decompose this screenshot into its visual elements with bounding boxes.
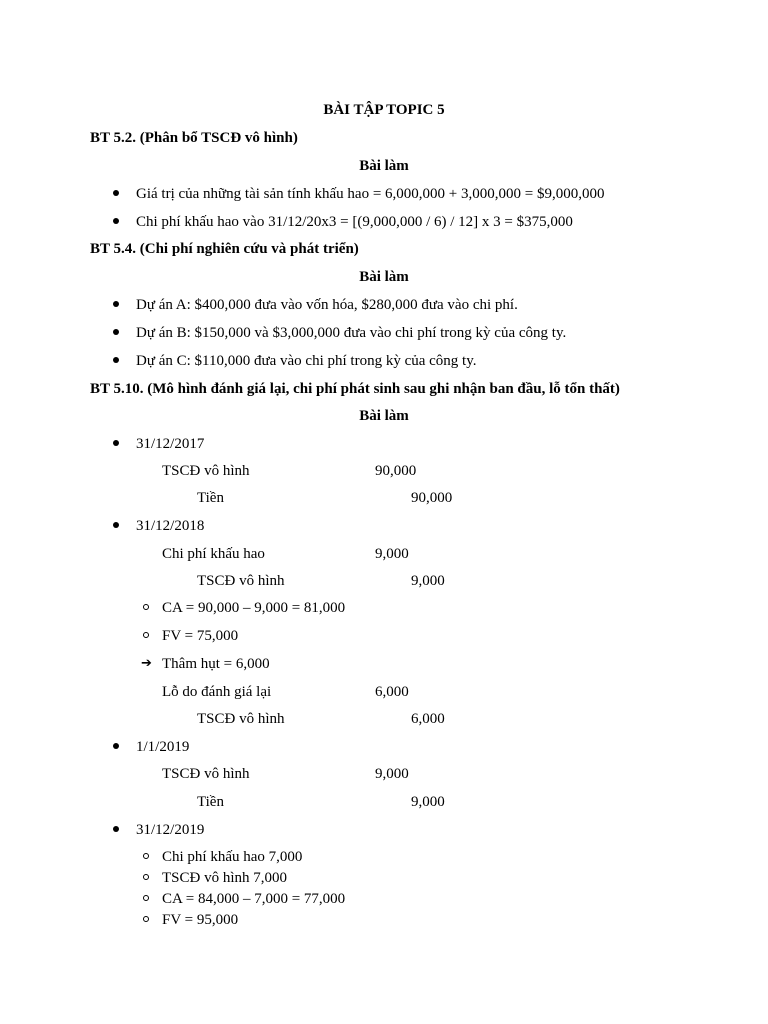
bt52-subheading: Bài làm (359, 158, 409, 174)
bt54-item: Dự án A: $400,000 đưa vào vốn hóa, $280,000 đưa vào chi phí. (136, 297, 518, 313)
journal-credit-amount: 9,000 (411, 573, 445, 589)
journal-debit-amount: 9,000 (375, 546, 409, 562)
sub-item: Chi phí khấu hao 7,000 (162, 849, 303, 865)
entry-date: 1/1/2019 (136, 739, 190, 755)
journal-debit-account: Chi phí khấu hao (162, 546, 265, 562)
journal-debit-amount: 90,000 (375, 463, 417, 479)
bullet-dot (113, 357, 119, 363)
bullet-dot (113, 743, 119, 749)
bullet-circle (143, 632, 149, 638)
entry-date: 31/12/2017 (136, 436, 205, 452)
bullet-circle (143, 604, 149, 610)
bt52-item: Chi phí khấu hao vào 31/12/20x3 = [(9,000,000 / 6) / 12] x 3 = $375,000 (136, 214, 573, 230)
bullet-circle (143, 874, 149, 880)
bt52-item: Giá trị của những tài sản tính khấu hao = 6,000,000 + 3,000,000 = $9,000,000 (136, 186, 605, 202)
sub-item: TSCĐ vô hình 7,000 (162, 870, 288, 886)
fair-value: FV = 75,000 (162, 628, 239, 644)
deficit-text: Thâm hụt = 6,000 (162, 656, 270, 672)
sub-item: FV = 95,000 (162, 912, 239, 928)
journal-credit-amount: 90,000 (411, 490, 453, 506)
bullet-circle (143, 916, 149, 922)
carrying-amount: CA = 90,000 – 9,000 = 81,000 (162, 600, 346, 616)
arrow-right-icon: ➔ (141, 656, 152, 671)
bullet-circle (143, 895, 149, 901)
bullet-dot (113, 218, 119, 224)
journal-debit-amount: 6,000 (375, 684, 409, 700)
entry-date: 31/12/2019 (136, 822, 205, 838)
bt52-heading: BT 5.2. (Phân bổ TSCĐ vô hình) (90, 130, 298, 146)
journal-credit-account: Tiền (197, 794, 224, 810)
journal-debit-amount: 9,000 (375, 766, 409, 782)
bt54-item: Dự án B: $150,000 và $3,000,000 đưa vào chi phí trong kỳ của công ty. (136, 325, 567, 341)
bt54-subheading: Bài làm (359, 269, 409, 285)
bullet-dot (113, 301, 119, 307)
journal-credit-account: Tiền (197, 490, 224, 506)
journal-credit-amount: 9,000 (411, 794, 445, 810)
document-title: BÀI TẬP TOPIC 5 (323, 102, 445, 118)
bullet-dot (113, 826, 119, 832)
journal-debit-account: Lỗ do đánh giá lại (162, 684, 272, 700)
bt510-subheading: Bài làm (359, 408, 409, 424)
bt510-heading: BT 5.10. (Mô hình đánh giá lại, chi phí phát sinh sau ghi nhận ban đầu, lỗ tổn thất) (90, 381, 620, 397)
journal-credit-account: TSCĐ vô hình (197, 711, 285, 727)
journal-debit-account: TSCĐ vô hình (162, 463, 250, 479)
bullet-circle (143, 853, 149, 859)
bullet-dot (113, 329, 119, 335)
bt54-item: Dự án C: $110,000 đưa vào chi phí trong kỳ của công ty. (136, 353, 477, 369)
entry-date: 31/12/2018 (136, 518, 205, 534)
bullet-dot (113, 190, 119, 196)
bullet-dot (113, 522, 119, 528)
bullet-dot (113, 440, 119, 446)
journal-credit-amount: 6,000 (411, 711, 445, 727)
journal-credit-account: TSCĐ vô hình (197, 573, 285, 589)
journal-debit-account: TSCĐ vô hình (162, 766, 250, 782)
sub-item: CA = 84,000 – 7,000 = 77,000 (162, 891, 346, 907)
bt54-heading: BT 5.4. (Chi phí nghiên cứu và phát triển) (90, 241, 359, 257)
